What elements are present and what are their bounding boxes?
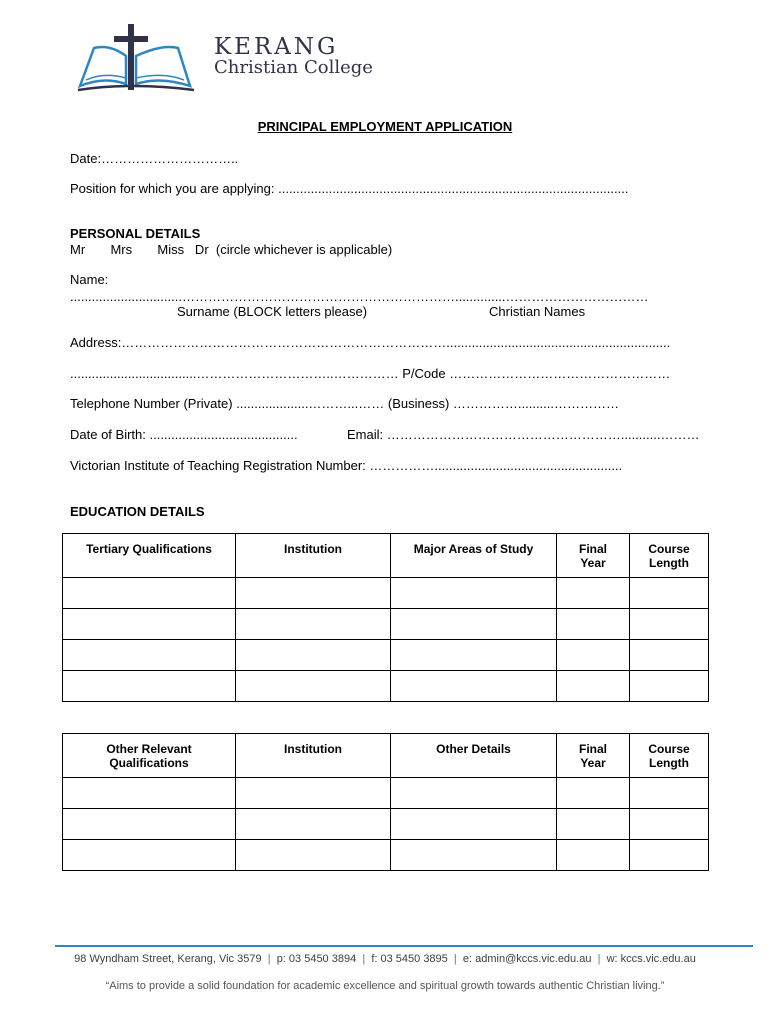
table-cell[interactable]: [236, 609, 391, 640]
table-row: [63, 840, 709, 871]
table-cell[interactable]: [391, 809, 557, 840]
table-row: [63, 809, 709, 840]
table-cell[interactable]: [391, 609, 557, 640]
table-cell[interactable]: [557, 671, 630, 702]
table-header-row: [63, 734, 709, 778]
column-header: Other Details: [391, 734, 557, 778]
table-cell[interactable]: [391, 578, 557, 609]
table-row: [63, 609, 709, 640]
footer-separator: |: [597, 953, 601, 965]
footer-separator: |: [267, 953, 271, 965]
table-cell[interactable]: [630, 778, 709, 809]
table-cell[interactable]: [557, 778, 630, 809]
table-cell[interactable]: [391, 840, 557, 871]
table-cell[interactable]: [630, 809, 709, 840]
table-row: [63, 671, 709, 702]
name-label: Name:: [70, 272, 109, 287]
table-cell[interactable]: [236, 840, 391, 871]
column-header: Institution: [236, 534, 391, 578]
footer-fax: f: 03 5450 3895: [371, 953, 448, 965]
table-row: [63, 640, 709, 671]
table-cell[interactable]: [557, 840, 630, 871]
footer-motto: “Aims to provide a solid foundation for academic excellence and spiritual growth towards authentic Christian living.”: [105, 980, 665, 992]
table-cell[interactable]: [557, 640, 630, 671]
table-cell[interactable]: [557, 809, 630, 840]
address-postcode-field[interactable]: ...................................…………………………..…………… P/Code ……………………………………………: [70, 366, 671, 381]
education-details-heading: EDUCATION DETAILS: [70, 504, 205, 519]
vit-registration-field[interactable]: Victorian Institute of Teaching Registration Number: ……………....................................................: [70, 458, 623, 473]
footer-contact: [0, 953, 770, 965]
column-header: Major Areas of Study: [391, 534, 557, 578]
footer-separator: |: [453, 953, 457, 965]
table-cell[interactable]: [236, 809, 391, 840]
table-cell[interactable]: [63, 778, 236, 809]
surname-caption: Surname (BLOCK letters please): [177, 304, 368, 319]
tertiary-qualifications-table: [62, 533, 709, 702]
table-row: [63, 578, 709, 609]
table-header-row: [63, 534, 709, 578]
table-cell[interactable]: [236, 671, 391, 702]
table-cell[interactable]: [630, 671, 709, 702]
dob-field[interactable]: Date of Birth: .........................................: [70, 427, 298, 442]
table-cell[interactable]: [557, 609, 630, 640]
column-header: Course Length: [630, 734, 709, 778]
table-cell[interactable]: [630, 640, 709, 671]
table-row: [63, 778, 709, 809]
table-cell[interactable]: [630, 578, 709, 609]
footer-email[interactable]: e: admin@kccs.vic.edu.au: [462, 953, 592, 965]
footer-website[interactable]: w: kccs.vic.edu.au: [606, 953, 696, 965]
address-field[interactable]: Address:…………………………………………………………………..............................................................: [70, 335, 671, 350]
table-cell[interactable]: [63, 640, 236, 671]
college-name: KERANG: [214, 34, 339, 60]
footer-address: 98 Wyndham Street, Kerang, Vic 3579: [74, 953, 262, 965]
column-header: Institution: [236, 734, 391, 778]
other-qualifications-table: [62, 733, 709, 871]
table-cell[interactable]: [63, 671, 236, 702]
table-cell[interactable]: [391, 778, 557, 809]
table-cell[interactable]: [630, 840, 709, 871]
salutation-options[interactable]: Mr Mrs Miss Dr (circle whichever is applicable): [70, 242, 393, 257]
table-cell[interactable]: [557, 578, 630, 609]
column-header: Other Relevant Qualifications: [63, 734, 236, 778]
telephone-field[interactable]: Telephone Number (Private) ....................………...…… (Business) ……………..........……………: [70, 396, 620, 411]
footer-divider: [55, 945, 753, 947]
college-logo-icon: [74, 22, 204, 94]
table-cell[interactable]: [236, 778, 391, 809]
column-header: Tertiary Qualifications: [63, 534, 236, 578]
footer-separator: |: [362, 953, 366, 965]
column-header: Final Year: [557, 534, 630, 578]
form-title: PRINCIPAL EMPLOYMENT APPLICATION: [257, 119, 513, 134]
column-header: Course Length: [630, 534, 709, 578]
personal-details-heading: PERSONAL DETAILS: [70, 226, 201, 241]
table-cell[interactable]: [236, 640, 391, 671]
date-field[interactable]: Date:…………………………..: [70, 151, 239, 166]
college-subtitle: Christian College: [214, 57, 373, 78]
table-cell[interactable]: [63, 578, 236, 609]
table-cell[interactable]: [63, 840, 236, 871]
table-cell[interactable]: [63, 809, 236, 840]
table-cell[interactable]: [236, 578, 391, 609]
email-field[interactable]: Email: ………………………………………………...........………: [347, 427, 700, 442]
column-header: Final Year: [557, 734, 630, 778]
footer-phone: p: 03 5450 3894: [276, 953, 357, 965]
table-cell[interactable]: [391, 671, 557, 702]
table-cell[interactable]: [630, 609, 709, 640]
name-field[interactable]: ...............................………………………………………………………..............……………………………: [70, 289, 649, 304]
table-cell[interactable]: [391, 640, 557, 671]
position-field[interactable]: Position for which you are applying: .................................................................................................: [70, 181, 629, 196]
table-cell[interactable]: [63, 609, 236, 640]
christian-names-caption: Christian Names: [489, 304, 586, 319]
